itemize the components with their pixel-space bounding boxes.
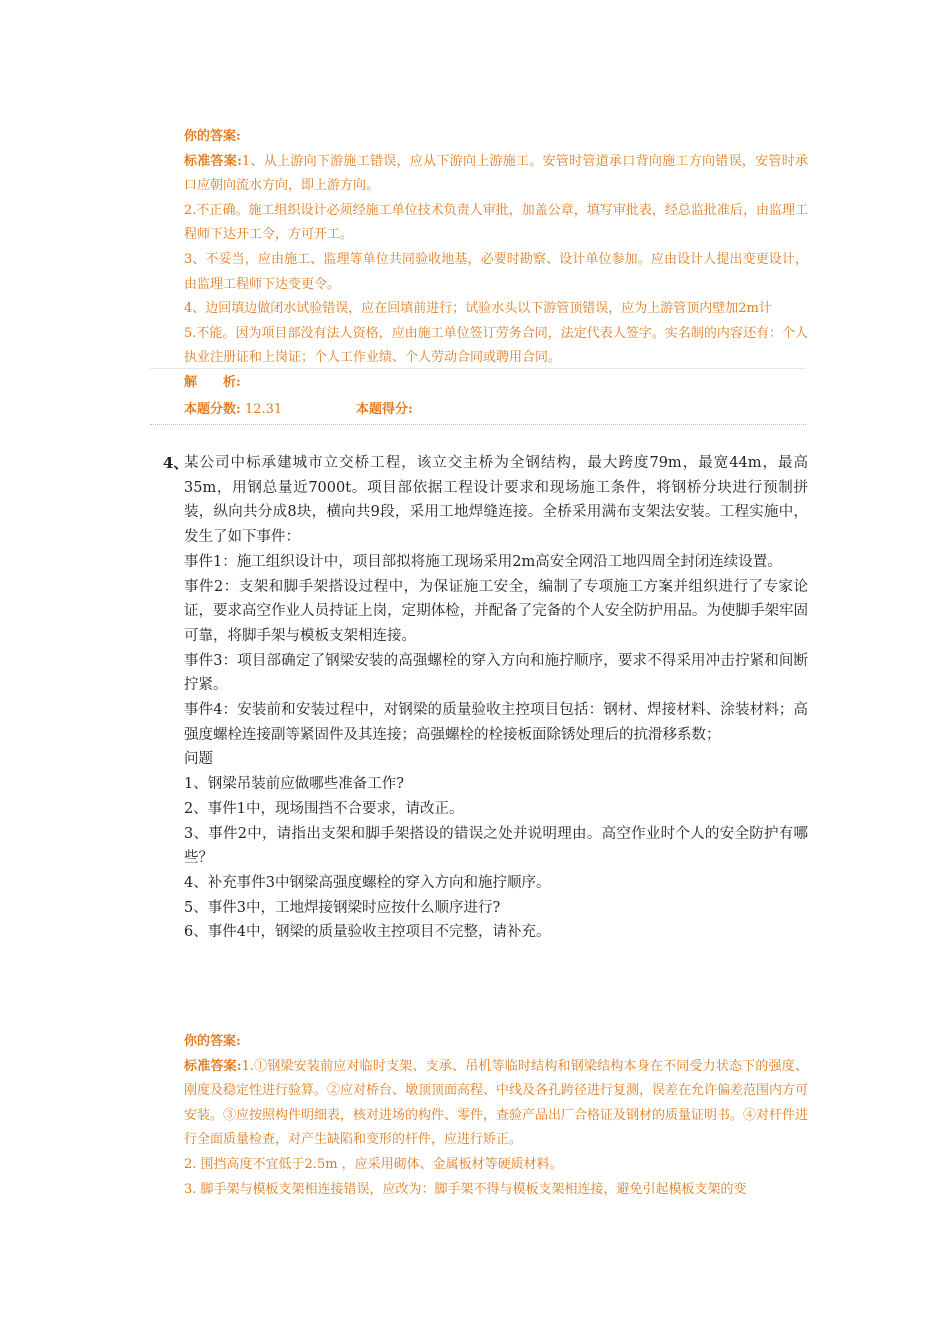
score-label: 本题分数: bbox=[184, 402, 241, 417]
standard-answer-label: 标准答案: bbox=[184, 153, 242, 169]
your-answer-line bbox=[184, 1030, 808, 1055]
answer-paragraph: 1.①钢梁安装前应对临时支架、支承、吊机等临时结构和钢梁结构本身在不同受力状态下的强度、刚度及稳定性进行验算。②应对桥台、墩顶顶面高程、中线及各孔跨径进行复测，误差在允许偏差范围内方可安装。③应按照构件明细表，核对进场的构件、零件，查验产品出厂合格证及钢材的质量证明书。④对杆件进行全面质量检查，对产生缺陷和变形的杆件，应进行矫正。 bbox=[184, 1058, 809, 1148]
question-item: 3、事件2中，请指出支架和脚手架搭设的错误之处并说明理由。高空作业时个人的安全防护有哪些？ bbox=[184, 825, 808, 867]
question-paragraph: 事件1：施工组织设计中，项目部拟将施工现场采用2m高安全网沿工地四周全封闭连续设置。 bbox=[184, 553, 782, 570]
question-paragraph: 问题 bbox=[184, 751, 213, 768]
question-item: 6、事件4中，钢梁的质量验收主控项目不完整，请补充。 bbox=[184, 924, 551, 941]
section-divider bbox=[150, 368, 806, 369]
answer-paragraph: 2.不正确。施工组织设计必须经施工单位技术负责人审批，加盖公章，填写审批表，经总监批准后，由监理工程师下达开工令，方可开工。 bbox=[184, 202, 808, 243]
answer-paragraph: 3. 脚手架与模板支架相连接错误，应改为：脚手架不得与模板支架相连接，避免引起模板支架的变 bbox=[184, 1181, 747, 1197]
gain-field bbox=[356, 399, 413, 421]
answer-paragraph: 1、从上游向下游施工错误，应从下游向上游施工。安管时管道承口背向施工方向错误，安管时承口应朝向流水方向，即上游方向。 bbox=[184, 153, 808, 194]
analysis-label: 解 析: bbox=[184, 374, 241, 390]
score-row bbox=[184, 399, 808, 421]
question-item: 4、补充事件3中钢梁高强度螺栓的穿入方向和施拧顺序。 bbox=[184, 874, 551, 891]
score-value: 12.31 bbox=[244, 402, 283, 417]
gain-label: 本题得分: bbox=[356, 402, 413, 417]
your-answer-line bbox=[184, 125, 808, 150]
your-answer-label: 你的答案: bbox=[184, 129, 241, 144]
question-paragraph: 某公司中标承建城市立交桥工程，该立交主桥为全钢结构，最大跨度79m，最宽44m，最高35m，用钢总量近7000t。项目部依据工程设计要求和现场施工条件，将钢桥分块进行预制拼装，纵向共分成8块，横向共9段，采用工地焊缝连接。全桥采用满布支架法安装。工程实施中，发生了如下事件： bbox=[184, 455, 808, 546]
answer-paragraph: 3、不妥当，应由施工、监理等单位共同验收地基，必要时勘察、设计单位参加。应由设计人提出变更设计，由监理工程师下达变更令。 bbox=[184, 251, 808, 292]
question-item: 1、钢梁吊装前应做哪些准备工作? bbox=[184, 776, 404, 793]
question-paragraph: 事件4：安装前和安装过程中，对钢梁的质量验收主控项目包括：钢材、焊接材料、涂装材料；高强度螺栓连接副等紧固件及其连接；高强螺栓的栓接板面除锈处理后的抗滑移系数； bbox=[184, 702, 808, 743]
question-paragraph: 事件3：项目部确定了钢梁安装的高强螺栓的穿入方向和施拧顺序，要求不得采用冲击拧紧和间断拧紧。 bbox=[184, 652, 808, 694]
question-body bbox=[184, 451, 808, 945]
question-item: 5、事件3中，工地焊接钢梁时应按什么顺序进行? bbox=[184, 899, 501, 916]
question-item: 2、事件1中，现场围挡不合要求，请改正。 bbox=[184, 800, 464, 817]
answer-section-1 bbox=[184, 125, 808, 396]
your-answer-label: 你的答案: bbox=[184, 1034, 241, 1049]
answer-paragraph: 5.不能。因为项目部没有法人资格，应由施工单位签订劳务合同，法定代表人签字。实名制的内容还有：个人执业注册证和上岗证；个人工作业绩、个人劳动合同或聘用合同。 bbox=[184, 325, 808, 366]
answer-paragraph: 4、边回填边做闭水试验错误，应在回填前进行；试验水头以下游管顶错误，应为上游管顶内壁加2m计 bbox=[184, 301, 772, 317]
standard-answer-line bbox=[184, 150, 808, 199]
analysis-line bbox=[184, 371, 808, 396]
standard-answer-label: 标准答案: bbox=[184, 1058, 242, 1074]
standard-answer-line bbox=[184, 1055, 808, 1153]
question-paragraph: 事件2：支架和脚手架搭设过程中，为保证施工安全，编制了专项施工方案并组织进行了专家论证，要求高空作业人员持证上岗，定期体检，并配备了完备的个人安全防护用品。为使脚手架牢固可靠，将脚手架与模板支架相连接。 bbox=[184, 578, 808, 644]
question-number: 4、 bbox=[163, 454, 189, 472]
answer-section-2 bbox=[184, 1030, 808, 1202]
question-divider bbox=[150, 424, 806, 425]
answer-paragraph: 2. 围挡高度不宜低于2.5m ，应采用砌体、金属板材等硬质材料。 bbox=[184, 1156, 563, 1172]
